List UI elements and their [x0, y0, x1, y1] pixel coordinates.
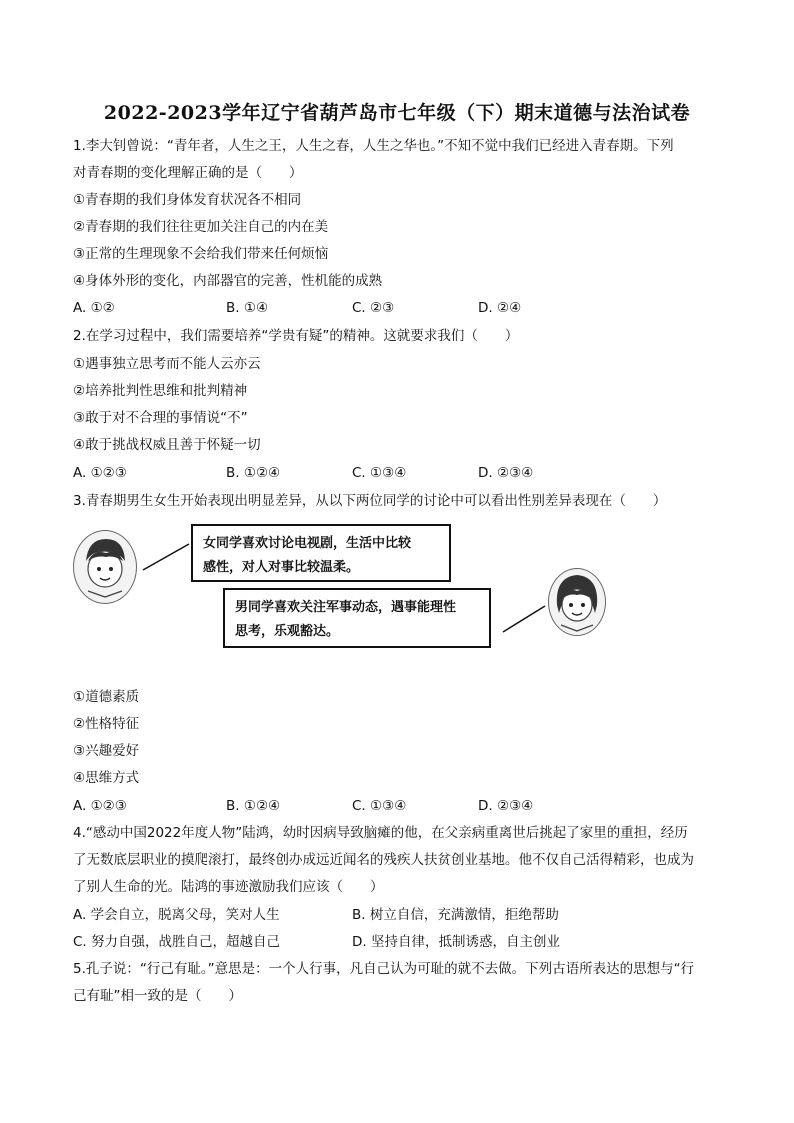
q2-item-3: ③敢于对不合理的事情说“不” [73, 410, 248, 426]
q3-item-1: ①道德素质 [73, 689, 140, 705]
q2-item-4: ④敢于挑战权威且善于怀疑一切 [73, 437, 261, 453]
q1-stem-line2: 对青春期的变化理解正确的是（ ） [73, 165, 303, 181]
q4-option-c[interactable]: C. 努力自强，战胜自己，超越自己 [73, 934, 281, 950]
bubble2-line1: 男同学喜欢关注军事动态，遇事能理性 [235, 600, 457, 615]
q2-item-2: ②培养批判性思维和批判精神 [73, 383, 248, 399]
q1-option-b[interactable]: B. ①④ [226, 300, 269, 316]
boy-avatar [73, 530, 137, 604]
q4-stem-line3: 了别人生命的光。陆鸿的事迹激励我们应该（ ） [73, 879, 384, 895]
pointer-line-1 [141, 542, 191, 572]
exam-title: 2022-2023学年辽宁省葫芦岛市七年级（下）期末道德与法治试卷 [103, 102, 691, 124]
q1-item-1: ①青春期的我们身体发育状况各不相同 [73, 192, 302, 208]
q1-option-d[interactable]: D. ②④ [478, 300, 522, 316]
girl-avatar [548, 568, 606, 636]
boy-opinion-bubble [223, 588, 491, 648]
bubble1-line1: 女同学喜欢讨论电视剧，生活中比较 [203, 536, 412, 551]
girl-opinion-bubble [191, 524, 451, 582]
q3-option-d[interactable]: D. ②③④ [478, 798, 534, 814]
bubble2-line2: 思考，乐观豁达。 [235, 624, 340, 639]
q2-stem: 2.在学习过程中，我们需要培养“学贵有疑”的精神。这就要求我们（ ） [73, 328, 519, 344]
q4-option-b[interactable]: B. 树立自信，充满激情，拒绝帮助 [352, 907, 559, 923]
q3-item-2: ②性格特征 [73, 716, 140, 732]
q2-option-b[interactable]: B. ①②④ [226, 465, 281, 481]
q3-stem: 3.青春期男生女生开始表现出明显差异，从以下两位同学的讨论中可以看出性别差异表现在（ ） [73, 493, 667, 509]
q3-dialogue-figure [73, 522, 723, 662]
q3-option-c[interactable]: C. ①③④ [352, 798, 407, 814]
q2-option-a[interactable]: A. ①②③ [73, 465, 127, 481]
bubble1-line2: 感性，对人对事比较温柔。 [203, 560, 360, 575]
q4-stem-line2: 了无数底层职业的摸爬滚打，最终创办成远近闻名的残疾人扶贫创业基地。他不仅自己活得精彩，也成为 [73, 852, 694, 868]
q3-option-b[interactable]: B. ①②④ [226, 798, 281, 814]
q3-option-a[interactable]: A. ①②③ [73, 798, 127, 814]
q2-item-1: ①遇事独立思考而不能人云亦云 [73, 356, 261, 372]
q5-stem-line1: 5.孔子说：“行己有耻。”意思是：一个人行事，凡自己认为可耻的就不去做。下列古语所表达的思想与“行 [73, 961, 695, 977]
q1-item-4: ④身体外形的变化，内部器官的完善，性机能的成熟 [73, 273, 383, 289]
q5-stem-line2: 己有耻”相一致的是（ ） [73, 988, 242, 1004]
q1-stem-line1: 1.李大钊曾说：“青年者，人生之王，人生之春，人生之华也。”不知不觉中我们已经进入青春期。下列 [73, 138, 674, 154]
q1-item-3: ③正常的生理现象不会给我们带来任何烦恼 [73, 246, 329, 262]
q3-item-4: ④思维方式 [73, 770, 140, 786]
q2-option-d[interactable]: D. ②③④ [478, 465, 534, 481]
q4-option-a[interactable]: A. 学会自立，脱离父母，笑对人生 [73, 907, 280, 923]
q4-stem-line1: 4.“感动中国2022年度人物”陆鸿，幼时因病导致脑瘫的他，在父亲病重离世后挑起了家里的重担，经历 [73, 825, 688, 841]
pointer-line-2 [501, 602, 547, 634]
q2-option-c[interactable]: C. ①③④ [352, 465, 407, 481]
q1-option-c[interactable]: C. ②③ [352, 300, 395, 316]
q4-option-d[interactable]: D. 坚持自律，抵制诱惑，自主创业 [352, 934, 560, 950]
q1-option-a[interactable]: A. ①② [73, 300, 115, 316]
q3-item-3: ③兴趣爱好 [73, 743, 140, 759]
q1-item-2: ②青春期的我们往往更加关注自己的内在美 [73, 219, 329, 235]
